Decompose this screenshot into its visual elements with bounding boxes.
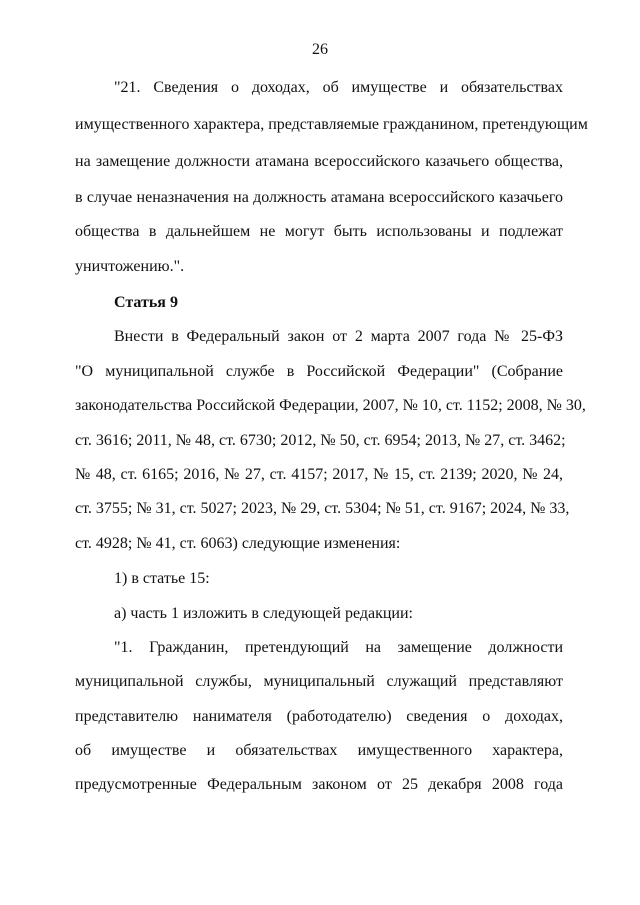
paragraph-21-line-1: "21. Сведения о доходах, об имуществе и обязательствах <box>114 79 563 96</box>
article-9-line-4: ст. 3616; 2011, № 48, ст. 6730; 2012, № 50, ст. 6954; 2013, № 27, ст. 3462; <box>75 432 566 449</box>
item-a: а) часть 1 изложить в следующей редакции: <box>114 605 413 622</box>
part-1-line-2: муниципальной службы, муниципальный служащий представляют <box>75 673 563 690</box>
article-9-line-5: № 48, ст. 6165; 2016, № 27, ст. 4157; 2017, № 15, ст. 2139; 2020, № 24, <box>75 466 563 483</box>
paragraph-21-line-6: уничтожению.". <box>75 258 185 275</box>
part-1-line-5: предусмотренные Федеральным законом от 25 декабря 2008 года <box>75 776 563 793</box>
article-9-line-7: ст. 4928; № 41, ст. 6063) следующие изменения: <box>75 535 401 552</box>
paragraph-21-line-5: общества в дальнейшем не могут быть использованы и подлежат <box>75 223 563 240</box>
page-number: 26 <box>312 41 328 58</box>
article-9-line-2: "О муниципальной службе в Российской Федерации" (Собрание <box>75 363 563 380</box>
part-1-line-3: представителю нанимателя (работодателю) сведения о доходах, <box>75 708 563 725</box>
item-1: 1) в статье 15: <box>114 570 210 587</box>
part-1-line-4: об имуществе и обязательствах имущественного характера, <box>75 742 563 759</box>
paragraph-21-line-2: имущественного характера, представляемые гражданином, претендующим <box>75 116 588 133</box>
paragraph-21-line-4: в случае неназначения на должность атамана всероссийского казачьего <box>75 189 563 206</box>
paragraph-21-line-3: на замещение должности атамана всероссийского казачьего общества, <box>75 153 563 170</box>
article-heading: Статья 9 <box>114 294 178 311</box>
article-9-line-3: законодательства Российской Федерации, 2007, № 10, ст. 1152; 2008, № 30, <box>75 397 586 414</box>
part-1-line-1: "1. Гражданин, претендующий на замещение должности <box>114 639 563 656</box>
article-9-line-6: ст. 3755; № 31, ст. 5027; 2023, № 29, ст. 5304; № 51, ст. 9167; 2024, № 33, <box>75 500 570 517</box>
article-9-line-1: Внести в Федеральный закон от 2 марта 2007 года № 25-ФЗ <box>114 328 563 345</box>
